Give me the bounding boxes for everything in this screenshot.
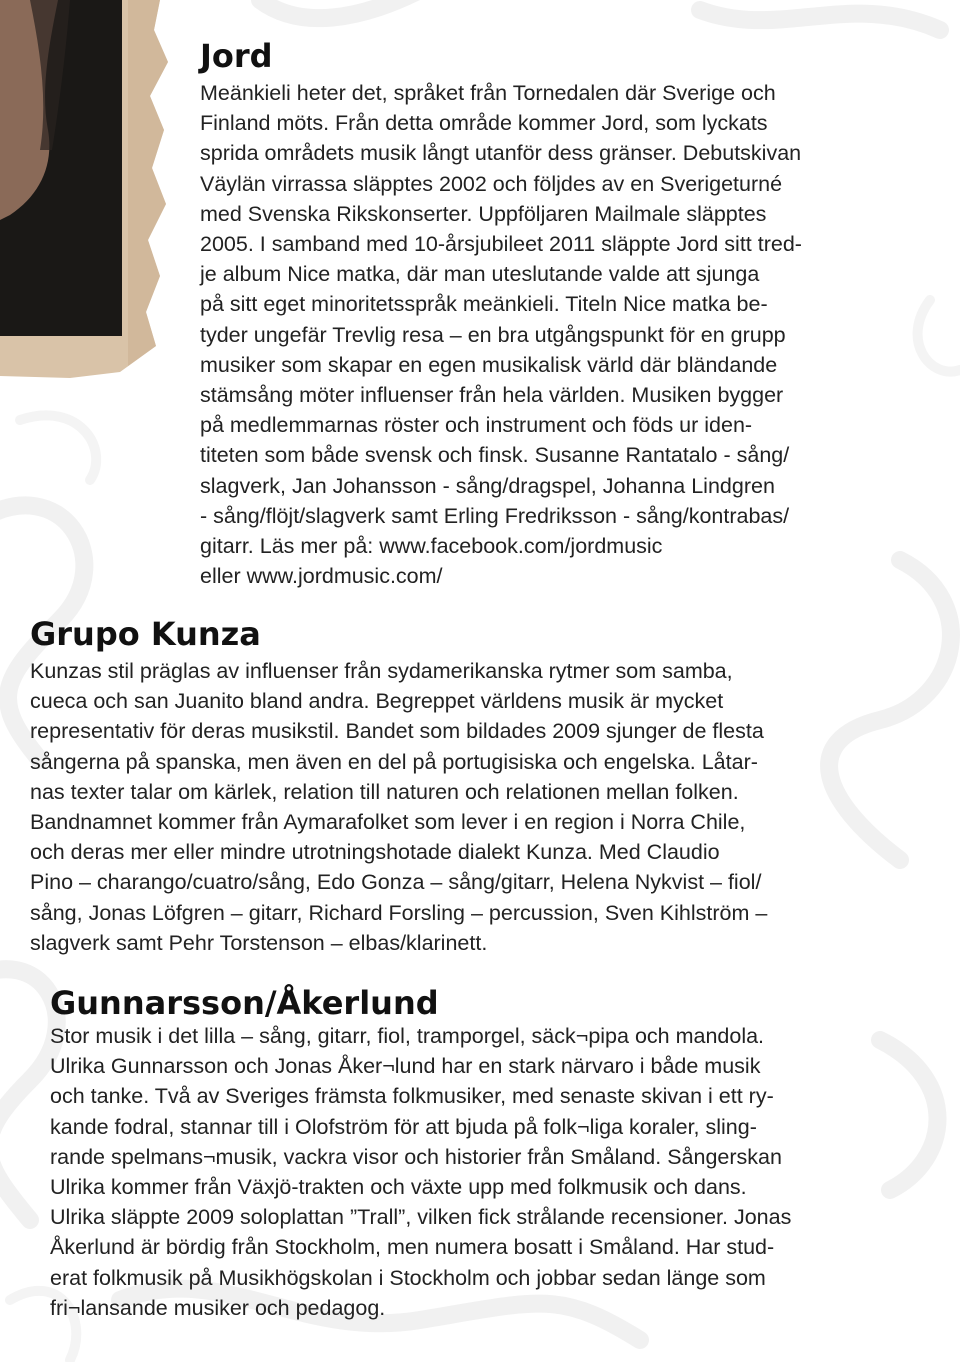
section-body <box>50 1021 940 1323</box>
text-line: slagverk, Jan Johansson - sång/dragspel, Johanna Lindgren <box>200 473 775 498</box>
text-line: musiker som skapar en egen musikalisk värld där bländande <box>200 352 778 377</box>
section-title: Grupo Kunza <box>30 615 261 653</box>
text-line: cueca och san Juanito bland andra. Begreppet världens musik är mycket <box>30 689 724 714</box>
section-jord <box>200 38 940 591</box>
text-line: gitarr. Läs mer på: www.facebook.com/jordmusic <box>200 534 663 559</box>
text-line: sångerna på spanska, men även en del på portugisiska och engelska. Låtar- <box>30 749 758 774</box>
text-line: Väylän virrassa släpptes 2002 och följdes av en Sverigeturné <box>200 171 783 196</box>
text-line: med Svenska Rikskonserter. Uppföljaren Mailmale släpptes <box>200 201 767 226</box>
text-line: stämsång möter influenser från hela världen. Musiken bygger <box>200 383 784 408</box>
text-line: fri¬lansande musiker och pedagog. <box>50 1295 386 1320</box>
text-line: erat folkmusik på Musikhögskolan i Stockholm och jobbar sedan länge som <box>50 1265 766 1290</box>
section-body <box>200 78 940 591</box>
text-line: slagverk samt Pehr Torstenson – elbas/klarinett. <box>30 930 488 955</box>
text-line: eller www.jordmusic.com/ <box>200 564 443 589</box>
text-line: på medlemmarnas röster och instrument och föds ur iden- <box>200 413 753 438</box>
text-line: Kunzas stil präglas av influenser från sydamerikanska rytmer som samba, <box>30 659 733 683</box>
text-line: titeten som både svensk och finsk. Susanne Rantatalo - sång/ <box>200 443 790 468</box>
text-line: Bandnamnet kommer från Aymarafolket som lever i en region i Norra Chile, <box>30 810 746 835</box>
text-line: och deras mer eller mindre utrotningshotade dialekt Kunza. Med Claudio <box>30 840 720 865</box>
text-line: rande spelmans¬musik, vackra visor och historier från Småland. Sångerskan <box>50 1144 782 1169</box>
text-line: sång, Jonas Löfgren – gitarr, Richard Forsling – percussion, Sven Kihlström – <box>30 900 768 925</box>
text-line: Ulrika släppte 2009 soloplattan ”Trall”, vilken fick strålande recensioner. Jonas <box>50 1205 792 1230</box>
section-title: Gunnarsson/Åkerlund <box>50 984 439 1022</box>
text-line: Pino – charango/cuatro/sång, Edo Gonza – sång/gitarr, Helena Nykvist – fiol/ <box>30 870 762 895</box>
text-line: Stor musik i det lilla – sång, gitarr, fiol, tramporgel, säck¬pipa och mandola. <box>50 1024 765 1048</box>
section-gunnarsson-akerlund <box>50 985 940 1323</box>
section-body <box>30 656 940 958</box>
torn-paper-shade <box>128 0 168 366</box>
text-line: Ulrika Gunnarsson och Jonas Åker¬lund har en stark närvaro i både musik <box>50 1054 761 1079</box>
text-line: - sång/flöjt/slagverk samt Erling Fredriksson - sång/kontrabas/ <box>200 503 790 528</box>
text-line: Finland möts. Från detta område kommer Jord, som lyckats <box>200 111 768 136</box>
band-photo <box>0 0 170 380</box>
text-line: 2005. I samband med 10-årsjubileet 2011 släppte Jord sitt tred- <box>200 232 802 257</box>
text-line: och tanke. Två av Sveriges främsta folkmusiker, med senaste skivan i ett ry- <box>50 1084 774 1109</box>
text-line: Meänkieli heter det, språket från Tornedalen där Sverige och <box>200 81 776 105</box>
section-title: Jord <box>200 37 273 75</box>
text-line: tyder ungefär Trevlig resa – en bra utgångspunkt för en grupp <box>200 322 786 347</box>
text-line: på sitt eget minoritetsspråk meänkieli. Titeln Nice matka be- <box>200 292 768 317</box>
text-line: Ulrika kommer från Växjö-trakten och växte upp med folkmusik och dans. <box>50 1175 747 1200</box>
text-line: kande fodral, stannar till i Olofström för att bjuda på folk¬liga koraler, sling- <box>50 1114 757 1139</box>
section-grupo-kunza <box>30 616 940 958</box>
text-line: nas texter talar om kärlek, relation till naturen och relationen mellan folken. <box>30 779 739 804</box>
photo-graphic <box>0 0 170 380</box>
text-line: je album Nice matka, där man uteslutande valde att sjunga <box>200 262 760 287</box>
text-line: representativ för deras musikstil. Bandet som bildades 2009 sjunger de flesta <box>30 719 764 744</box>
text-line: sprida områdets musik långt utanför dess gränser. Debutskivan <box>200 141 802 166</box>
text-line: Åkerlund är bördig från Stockholm, men numera bosatt i Småland. Har stud- <box>50 1235 775 1260</box>
